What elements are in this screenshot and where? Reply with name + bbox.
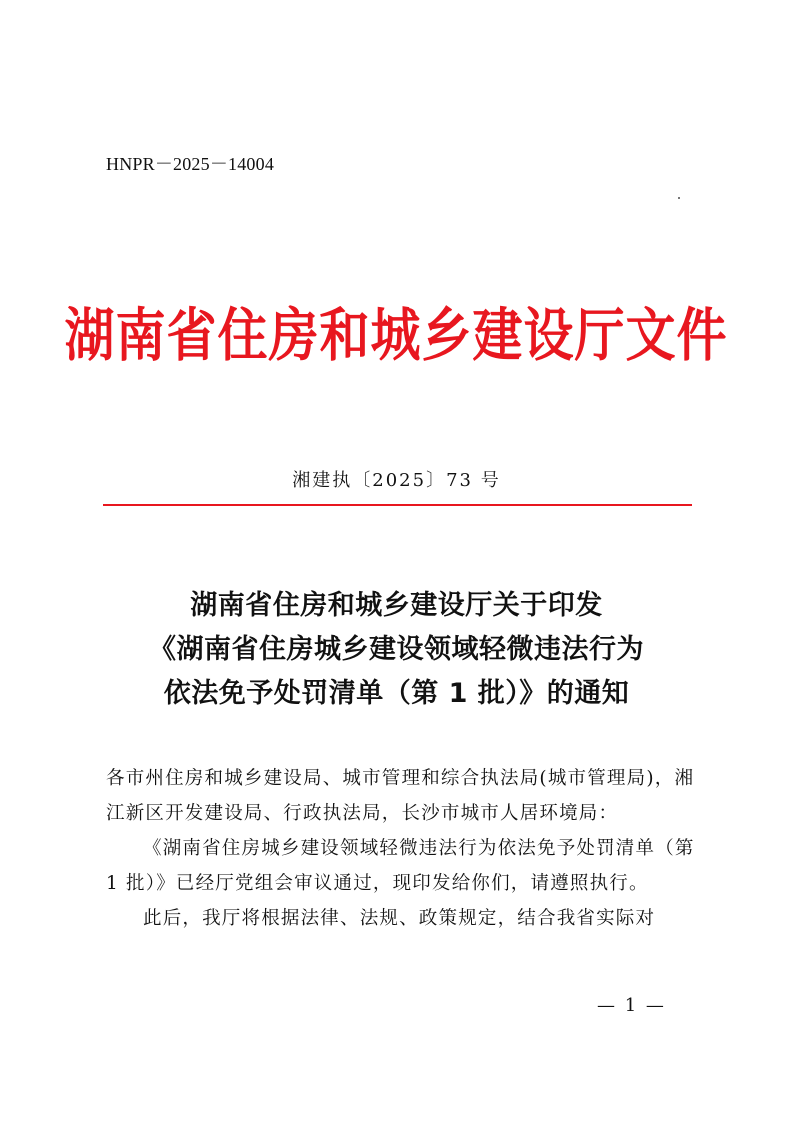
document-title-line-3: 依法免予处罚清单（第 1 批）》的通知: [163, 678, 630, 709]
recipients-paragraph: 各市州住房和城乡建设局、城市管理和综合执法局(城市管理局)，湘江新区开发建设局、行政执法局，长沙市城市人居环境局：: [106, 768, 695, 824]
document-title: [0, 584, 793, 716]
issuing-authority-header: 湖南省住房和城乡建设厅文件: [64, 302, 728, 369]
issue-number: 湘建执〔2025〕73 号: [292, 470, 501, 491]
red-divider-line: [103, 504, 692, 506]
body-paragraph-1: 《湖南省住房城乡建设领域轻微违法行为依法免予处罚清单（第 1 批）》已经厅党组会审议通过，现印发给你们，请遵照执行。: [106, 838, 695, 894]
document-number: HNPR－2025－14004: [106, 154, 275, 174]
document-body: [106, 761, 696, 936]
body-paragraph-2: 此后，我厅将根据法律、法规、政策规定，结合我省实际对: [143, 908, 656, 929]
document-title-line-2: 《湖南省住房城乡建设领域轻微违法行为: [149, 634, 644, 665]
scan-speck: [678, 197, 680, 199]
document-title-line-1: 湖南省住房和城乡建设厅关于印发: [190, 590, 603, 621]
page-number: — 1 —: [597, 995, 666, 1016]
